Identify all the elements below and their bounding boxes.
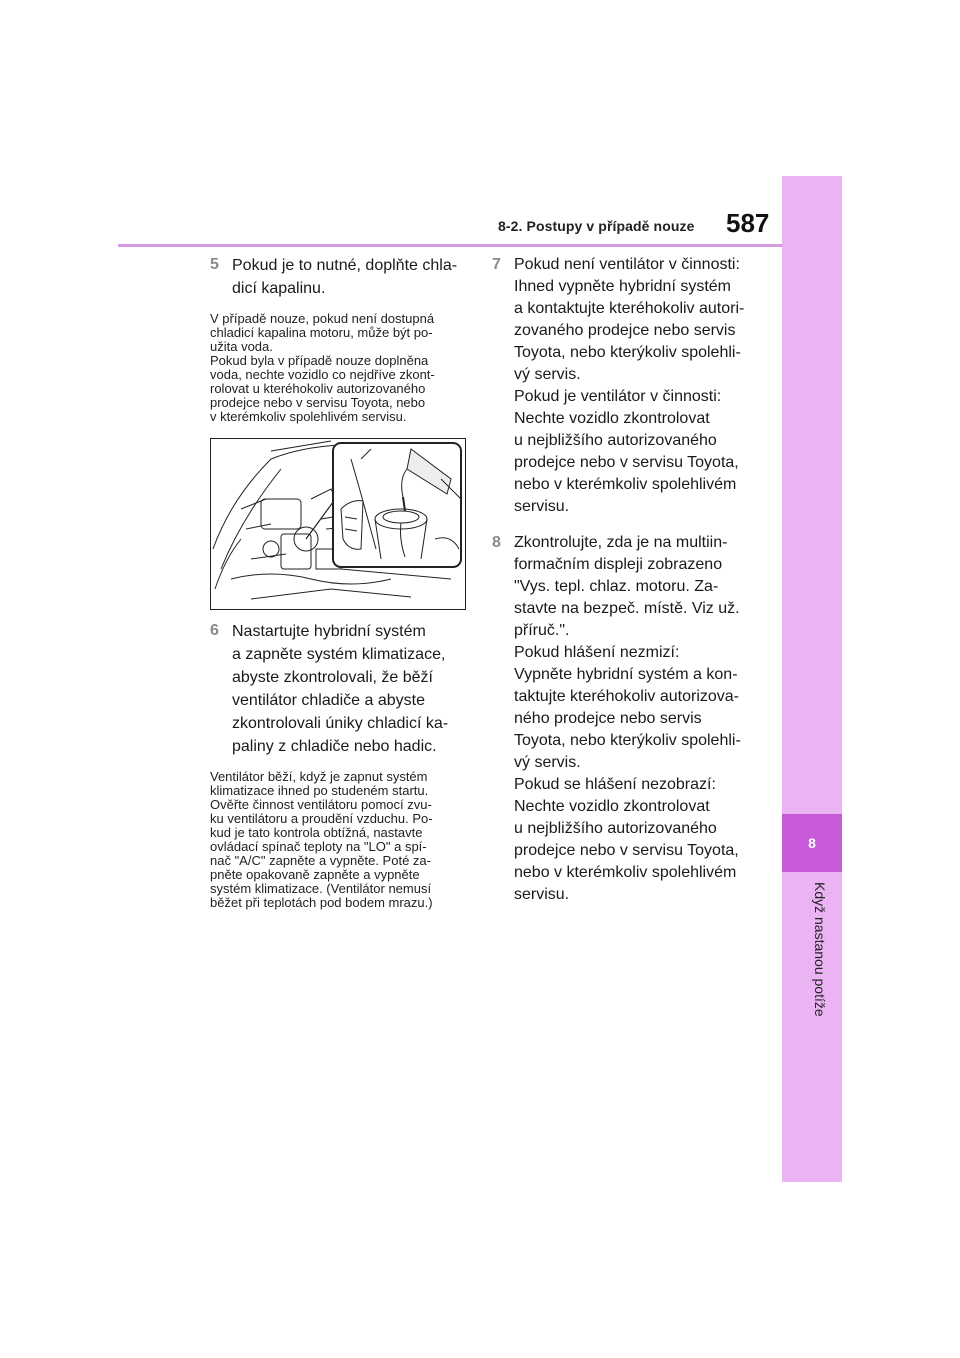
chapter-number-badge: 8 <box>782 814 842 872</box>
chapter-side-tab <box>782 176 842 1182</box>
page-number: 587 <box>726 208 770 238</box>
engine-coolant-illustration <box>210 438 466 610</box>
step-number: 7 <box>492 256 501 273</box>
step-text: Zkontrolujte, zda je na multiin- formačním displeji zobrazeno "Vys. tepl. chlaz. motoru. Za- stavte na bezpeč. místě. Viz už. příruč.". Pokud hlášení nezmizí: Vypněte hybridní systém a kon- taktujte kteréhokoliv autorizova- ného prodejce nebo servis Toyota, nebo kterýkoliv spolehli- vý servis. Pokud se hlášení nezobrazí: Nechte vozidlo zkontrolovat u nejbližšího autorizovaného prodejce nebo v servisu Toyota, nebo v kterémkoliv spolehlivém servisu. <box>514 534 741 903</box>
header-divider <box>118 244 782 247</box>
step-text: Nastartujte hybridní systém a zapněte systém klimatizace, abyste zkontrolovali, že běží ventilátor chladiče a abyste zkontrolovali úniky chladicí ka- paliny z chladiče nebo hadic. <box>232 623 449 755</box>
step-number: 8 <box>492 534 501 551</box>
step-number: 5 <box>210 256 219 273</box>
chapter-title: Když nastanou potíže <box>812 882 828 1017</box>
engine-bay-drawing <box>211 439 464 608</box>
step-8 <box>492 532 758 906</box>
step-number: 6 <box>210 622 219 639</box>
step-6 <box>210 620 472 758</box>
section-title: 8-2. Postupy v případě nouze <box>498 218 695 234</box>
left-column <box>210 254 472 910</box>
step-text: Pokud je to nutné, doplňte chla- dicí kapalinu. <box>232 257 458 297</box>
step-5 <box>210 254 472 300</box>
right-column <box>492 254 758 906</box>
step-7 <box>492 254 758 518</box>
step-text: Pokud není ventilátor v činnosti: Ihned vypněte hybridní systém a kontaktujte kteréhokoliv autori- zovaného prodejce nebo servis Toyota, nebo kterýkoliv spolehli- vý servis. Pokud je ventilátor v činnosti: Nechte vozidlo zkontrolovat u nejbližšího autorizovaného prodejce nebo v servisu Toyota, nebo v kterémkoliv spolehlivém servisu. <box>514 256 745 515</box>
note-coolant: V případě nouze, pokud není dostupná chladicí kapalina motoru, může být po- užita voda. Pokud byla v případě nouze doplněna voda, nechte vozidlo co nejdříve zkont- rolovat u kteréhokoliv autorizovaného prodejce nebo v servisu Toyota, nebo v kterémkoliv spolehlivém servisu. <box>210 311 435 424</box>
note-fan: Ventilátor běží, když je zapnut systém klimatizace ihned po studeném startu. Ověřte činnost ventilátoru pomocí zvu- ku ventilátoru a proudění vzduchu. Po- kud je tato kontrola obtížná, nastavte ovládací spínač teploty na "LO" a spí- nač "A/C" zapněte a vypněte. Poté za- pněte opakovaně zapněte a vypněte systém klimatizace. (Ventilátor nemusí běžet při teplotách pod bodem mrazu.) <box>210 769 433 910</box>
